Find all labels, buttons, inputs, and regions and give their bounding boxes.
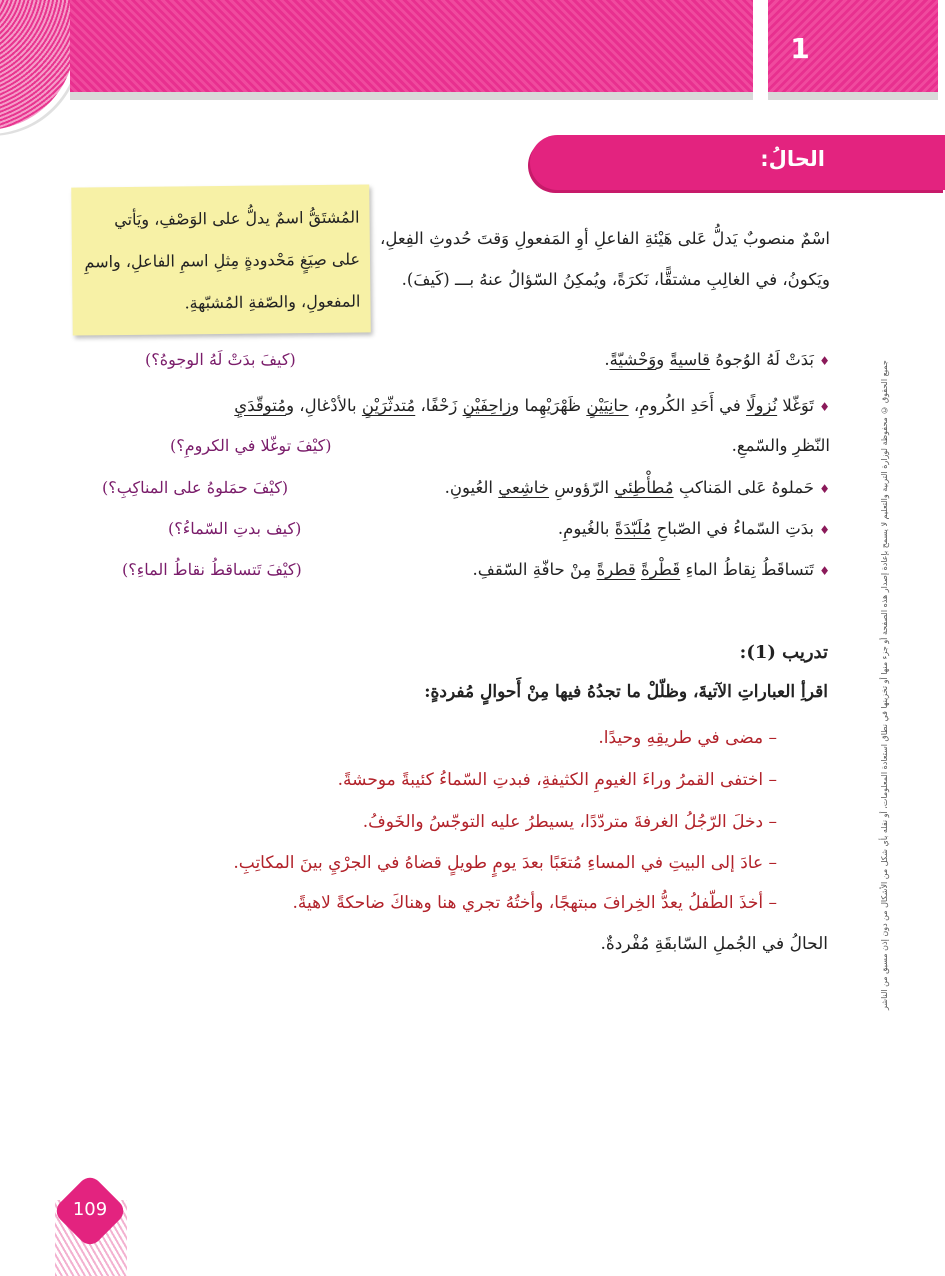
training-heading: تدريب (1): (739, 642, 828, 663)
training-item: – أخذَ الطّفلُ يعدُّ الخِرافَ مبتهجًا، وأختُهُ تجري هنا وهناكَ ضاحكةً لاهيةً. (292, 893, 777, 913)
example-2-line-1: ♦ تَوَغّلا نُزولًا في أَحَدِ الكُرومِ، حانِيَيْنِ ظَهْرَيْهِما وزاحِفَيْنِ زَحْفًا، مُتدثّرَيْنِ بالأدْغالِ، ومُتوقّدَيِ (234, 396, 830, 415)
header-unit-band-shadow (768, 92, 938, 100)
training-item: – مضى في طريقِهِ وحيدًا. (598, 728, 777, 748)
corner-decoration (0, 0, 75, 130)
header-band-shadow (70, 92, 753, 100)
note-box (71, 184, 371, 335)
example-4-question: (كيف بدتِ السّماءُ؟) (168, 519, 302, 538)
page-number: 109 (72, 1199, 108, 1220)
definition-text: اسْمٌ منصوبٌ يَدلُّ عَلى هَيْئةِ الفاعلِ أوِ المَفعولِ وَقتَ حُدوثِ الفِعلِ، ويَكونُ، في الغالِبِ مشتقًّا، نَكرَةً، ويُمكِنُ السّؤالُ عنهُ بـــ (كَيفَ). (380, 229, 830, 289)
example-1-question: (كيفَ بدَتْ لَهُ الوجوهُ؟) (145, 350, 296, 369)
training-conclusion: الحالُ في الجُملِ السّابقَةِ مُفْردةٌ. (600, 934, 828, 954)
example-3-question: (كيْفَ حمَلوهُ على المناكِبِ؟) (102, 478, 289, 497)
training-item: – دخلَ الرّجُلُ الغرفةَ متردّدًا، يسيطرُ عليه التوجّسُ والخَوفُ. (362, 812, 777, 832)
note-text: المُشتَقُّ اسمٌ يدلُّ على الوَصْفِ، ويَأتي على صِيَغٍ مَحْدودةٍ مِثلِ اسمِ الفاعلِ، واسمِ المفعولِ، والصّفةِ المُشبّهةِ. (84, 207, 361, 313)
example-5: ♦ تَتساقَطُ نِقاطُ الماءِ قَطْرةً قطرةً مِنْ حافّةِ السّقفِ. (472, 560, 830, 579)
unit-number: 1 (790, 32, 810, 65)
bullet-icon: ♦ (819, 482, 830, 496)
training-instruction: اقرأِ العباراتِ الآتيةَ، وظلّلْ ما تجدُهُ فيها مِنْ أَحوالٍ مُفردةٍ: (424, 682, 828, 702)
training-item: – عادَ إلى البيتِ في المساءِ مُتعَبًا بعدَ يومٍ طويلٍ قضاهُ في الجرْيِ بينَ المكاتِبِ. (233, 853, 777, 873)
header-band (70, 0, 753, 92)
bullet-icon: ♦ (819, 564, 830, 578)
bullet-icon: ♦ (819, 523, 830, 537)
example-3: ♦ حَملوهُ عَلى المَناكبِ مُطأْطِئي الرّؤوسِ خاشِعي العُيونِ. (444, 478, 830, 497)
training-item: – اختفى القمرُ وراءَ الغيومِ الكثيفةِ، فبدتِ السّماءُ كئيبةً موحشةً. (337, 770, 777, 790)
example-5-question: (كيْفَ تَتساقطُ نقاطُ الماءِ؟) (122, 560, 302, 579)
side-copyright-note: جميع الحقوق © محفوظة لوزارة التربية والتعليم لا يسمح بإعادة إصدار هذه الصفحة أو جزء منها أو تخزينها في نطاق استعادة المعلومات، أو نقله بأي شكل من الأشكال من دون إذن مسبق من الناشر (880, 360, 889, 1010)
example-2-question: (كيْفَ توغّلا في الكرومِ؟) (170, 436, 332, 455)
bullet-icon: ♦ (819, 400, 830, 414)
example-2-line-2: النّظرِ والسّمعِ. (731, 436, 830, 455)
example-4: ♦ بدَتِ السّماءُ في الصّباحِ مُلَبّدَةً بالغُيومِ. (557, 519, 830, 538)
bullet-icon: ♦ (819, 354, 830, 368)
example-1: ♦ بَدَتْ لَهُ الوُجوهُ قاسيةً ووَحْشيّةً. (604, 350, 830, 369)
section-title: الحالُ: (760, 147, 825, 171)
